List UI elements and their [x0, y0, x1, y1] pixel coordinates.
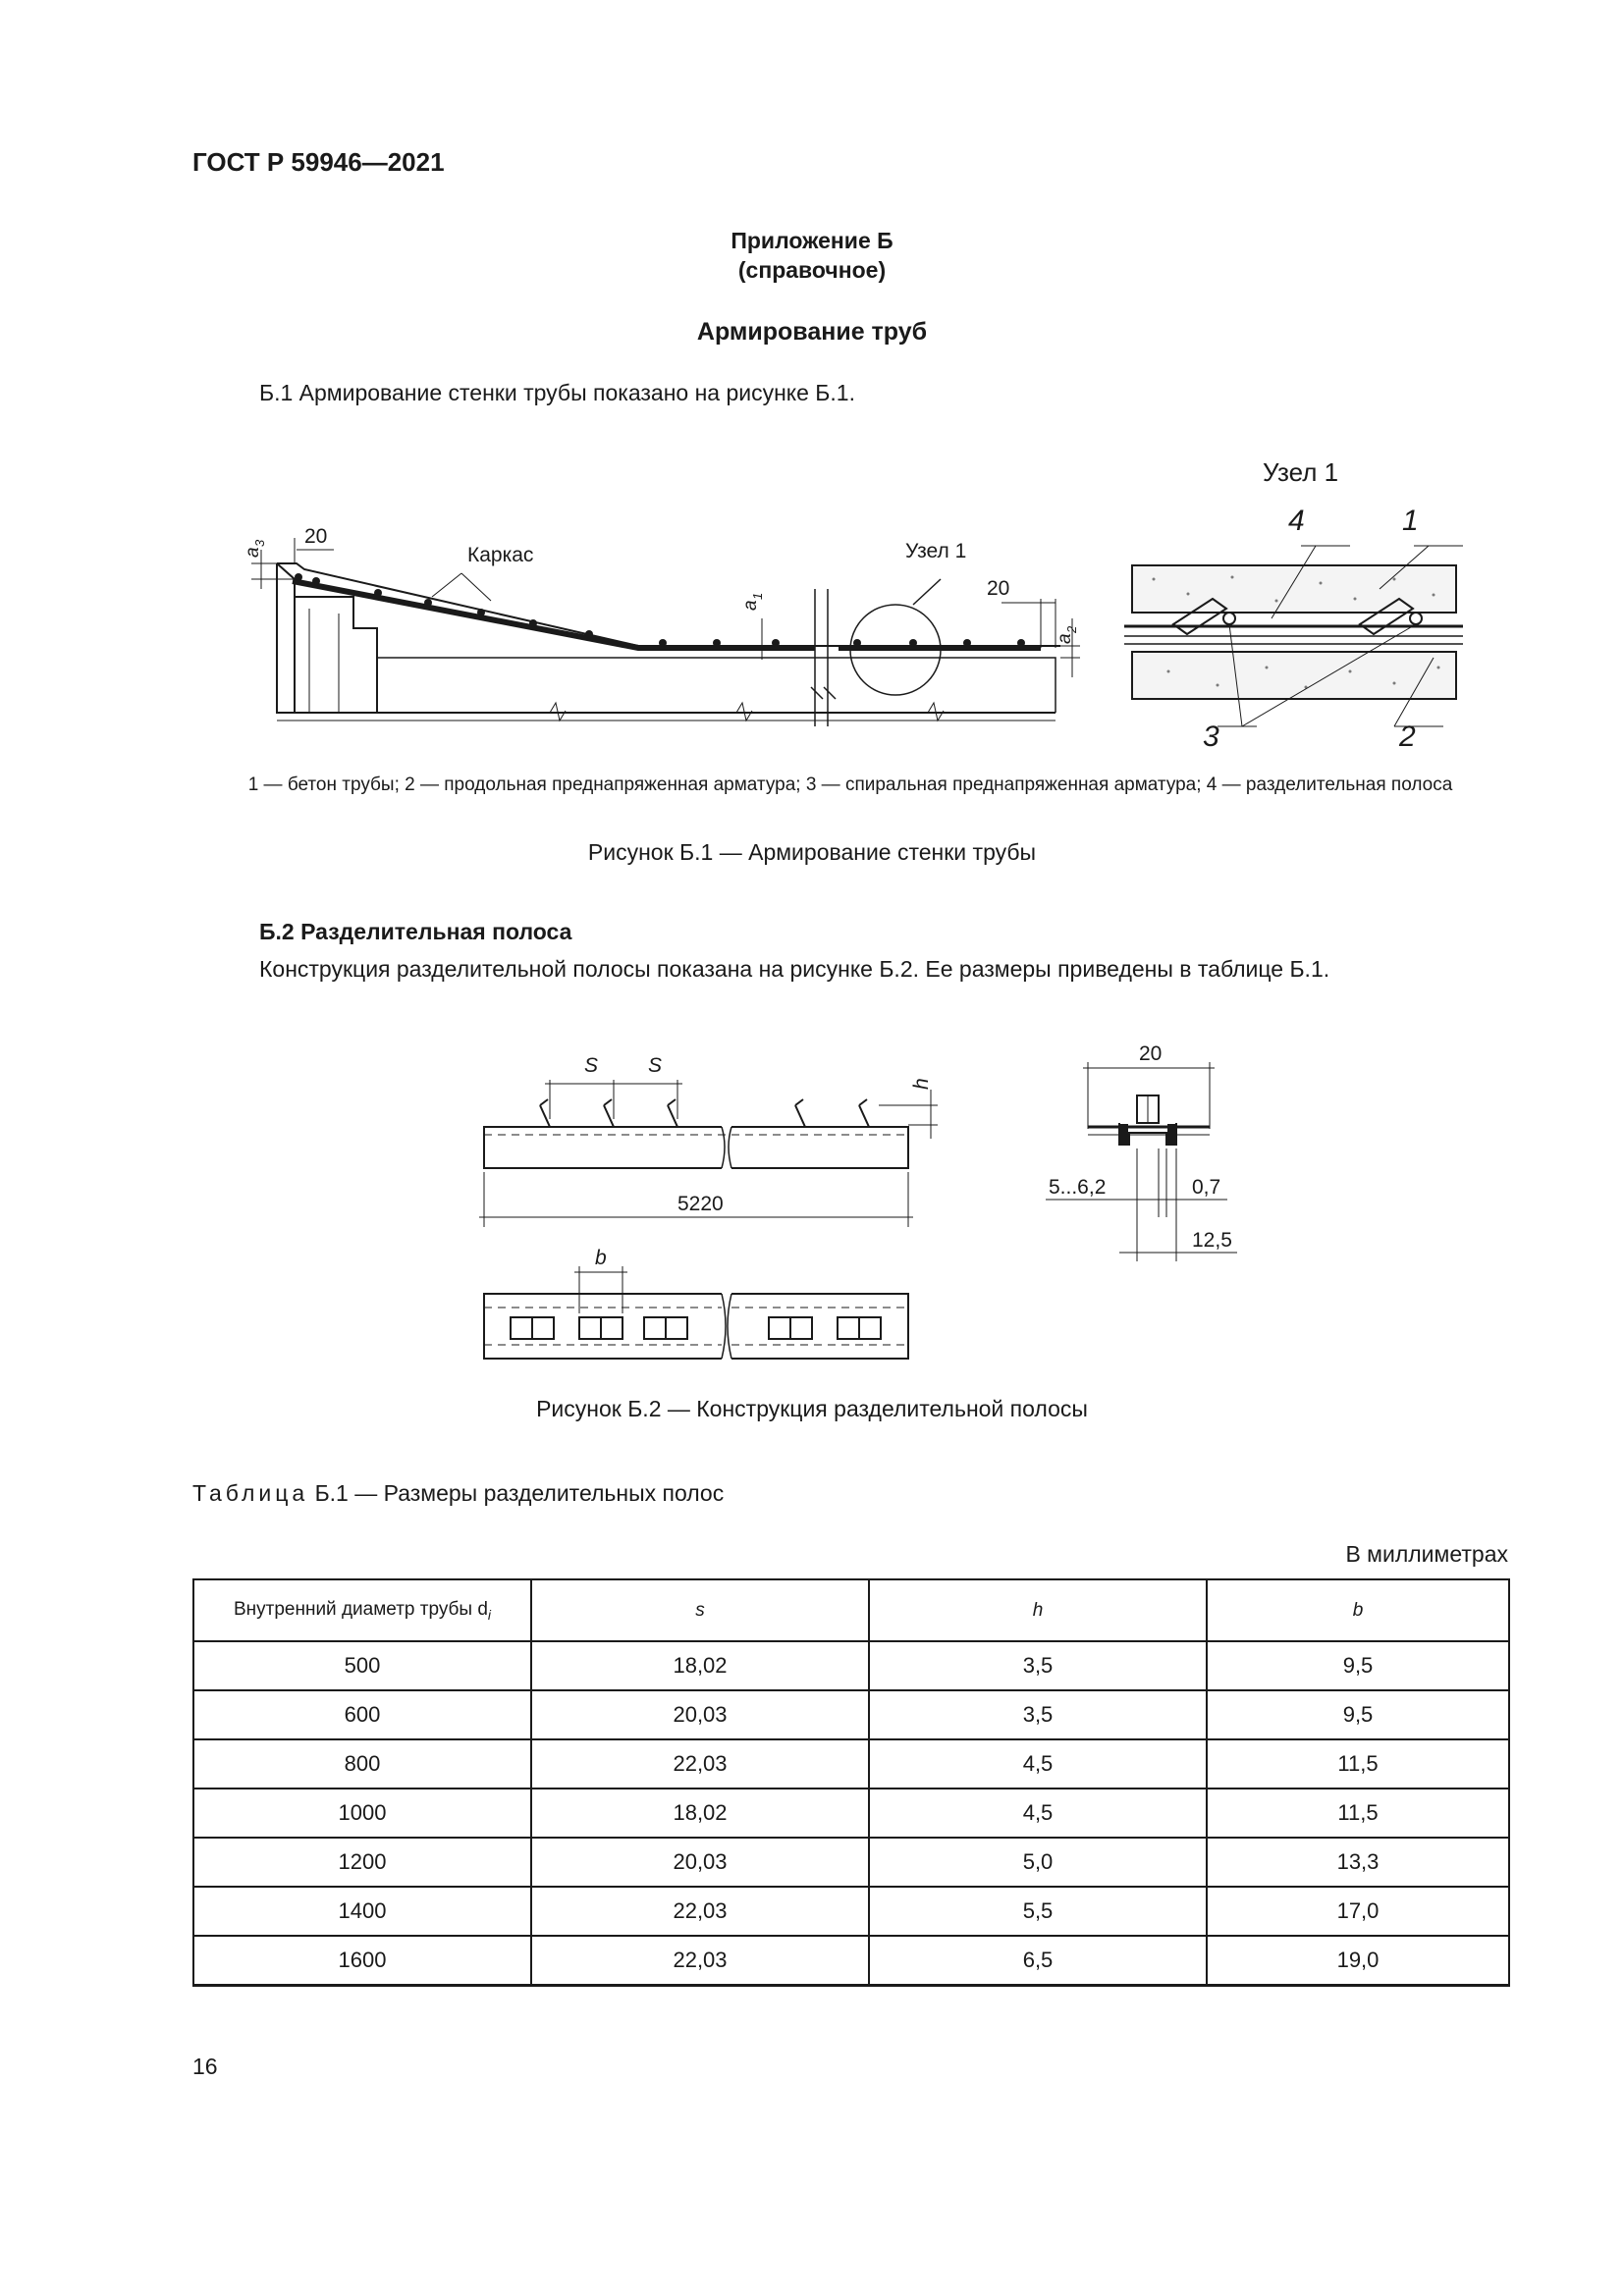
cell-s: 18,02 [531, 1641, 869, 1690]
cell-s: 18,02 [531, 1789, 869, 1838]
cell-h: 4,5 [869, 1739, 1207, 1789]
callout-4: 4 [1288, 505, 1305, 537]
figure-b1-caption: Рисунок Б.1 — Армирование стенки трубы [587, 839, 1037, 865]
cell-diameter: 1000 [193, 1789, 531, 1838]
cell-s: 22,03 [531, 1936, 869, 1986]
callout-3: 3 [1203, 721, 1219, 753]
cell-b: 17,0 [1207, 1887, 1509, 1936]
dim-12-5: 12,5 [1192, 1229, 1232, 1252]
callout-2: 2 [1399, 721, 1416, 753]
cell-h: 6,5 [869, 1936, 1207, 1986]
table-row [193, 1690, 1509, 1739]
dim-20-section: 20 [1139, 1042, 1163, 1065]
label-karkas: Каркас [467, 544, 534, 566]
header-diameter-sub: i [487, 1606, 492, 1623]
figure-b2-drawing [0, 1021, 1624, 1384]
section-2-heading: Б.2 Разделительная полоса [259, 919, 572, 944]
cell-b: 19,0 [1207, 1936, 1509, 1986]
dim-s-1: S [584, 1054, 599, 1077]
header-s: s [531, 1579, 869, 1641]
cell-b: 9,5 [1207, 1690, 1509, 1739]
dim-5220: 5220 [677, 1193, 724, 1215]
dim-s-2: S [648, 1054, 663, 1077]
appendix-label: Приложение Б [731, 228, 893, 253]
dim-a2-sub: 2 [1064, 625, 1079, 633]
dim-a3: a [243, 547, 263, 558]
cell-b: 11,5 [1207, 1739, 1509, 1789]
cell-h: 5,5 [869, 1887, 1207, 1936]
cell-b: 13,3 [1207, 1838, 1509, 1887]
dim-5-6-2: 5...6,2 [1049, 1176, 1107, 1199]
header-b: b [1207, 1579, 1509, 1641]
dim-a1-sub: 1 [750, 592, 765, 600]
header-h: h [869, 1579, 1207, 1641]
table-units: В миллиметрах [1345, 1541, 1508, 1567]
cell-b: 9,5 [1207, 1641, 1509, 1690]
dim-h: h [910, 1078, 933, 1090]
dim-a1: a [740, 600, 761, 611]
table-row [193, 1936, 1509, 1986]
dim-20-right: 20 [987, 577, 1010, 600]
figure-b2-caption: Рисунок Б.2 — Конструкция разделительной полосы [536, 1396, 1088, 1421]
cell-s: 22,03 [531, 1739, 869, 1789]
dim-0-7: 0,7 [1192, 1176, 1221, 1199]
header-diameter-text: Внутренний диаметр трубы d [233, 1598, 488, 1620]
figure-b1-legend: 1 — бетон трубы; 2 — продольная преднапряженная арматура; 3 — спиральная преднапряженная арматура; 4 — разделительная полоса [247, 774, 1453, 795]
page-number: 16 [192, 2054, 218, 2079]
cell-diameter: 800 [193, 1739, 531, 1789]
table-row [193, 1789, 1509, 1838]
cell-s: 20,03 [531, 1690, 869, 1739]
cell-b: 11,5 [1207, 1789, 1509, 1838]
table-row [193, 1887, 1509, 1936]
dim-a3-sub: 3 [252, 539, 267, 547]
document-header: ГОСТ Р 59946—2021 [192, 147, 445, 177]
header-diameter [193, 1579, 531, 1641]
node-1-title: Узел 1 [1263, 457, 1339, 487]
table-row [193, 1838, 1509, 1887]
cell-diameter: 600 [193, 1690, 531, 1739]
cell-h: 5,0 [869, 1838, 1207, 1887]
appendix-title: Армирование труб [696, 318, 928, 346]
cell-h: 3,5 [869, 1641, 1207, 1690]
callout-1: 1 [1402, 505, 1419, 537]
table-caption [192, 1480, 724, 1507]
cell-diameter: 1400 [193, 1887, 531, 1936]
table-row [193, 1641, 1509, 1690]
dim-b: b [595, 1247, 607, 1269]
table-caption-rest: Б.1 — Размеры разделительных полос [308, 1480, 725, 1506]
cell-s: 20,03 [531, 1838, 869, 1887]
label-node-1: Узел 1 [905, 540, 967, 562]
dim-20-left: 20 [304, 525, 328, 548]
cell-h: 4,5 [869, 1789, 1207, 1838]
cell-s: 22,03 [531, 1887, 869, 1936]
table-row [193, 1739, 1509, 1789]
cell-diameter: 500 [193, 1641, 531, 1690]
dimensions-table [192, 1578, 1510, 1987]
figure-b1-drawing [0, 432, 1624, 756]
node-1-detail [1124, 546, 1463, 726]
appendix-kind: (справочное) [737, 257, 887, 283]
table-header-row [193, 1579, 1509, 1641]
section-1-text: Б.1 Армирование стенки трубы показано на рисунке Б.1. [259, 380, 855, 405]
section-2-text: Конструкция разделительной полосы показана на рисунке Б.2. Ее размеры приведены в таблице Б.1. [259, 956, 1330, 982]
dim-a2: a [1055, 633, 1075, 644]
cell-h: 3,5 [869, 1690, 1207, 1739]
cell-diameter: 1200 [193, 1838, 531, 1887]
table-caption-prefix: Таблица [192, 1480, 309, 1506]
cell-diameter: 1600 [193, 1936, 531, 1986]
